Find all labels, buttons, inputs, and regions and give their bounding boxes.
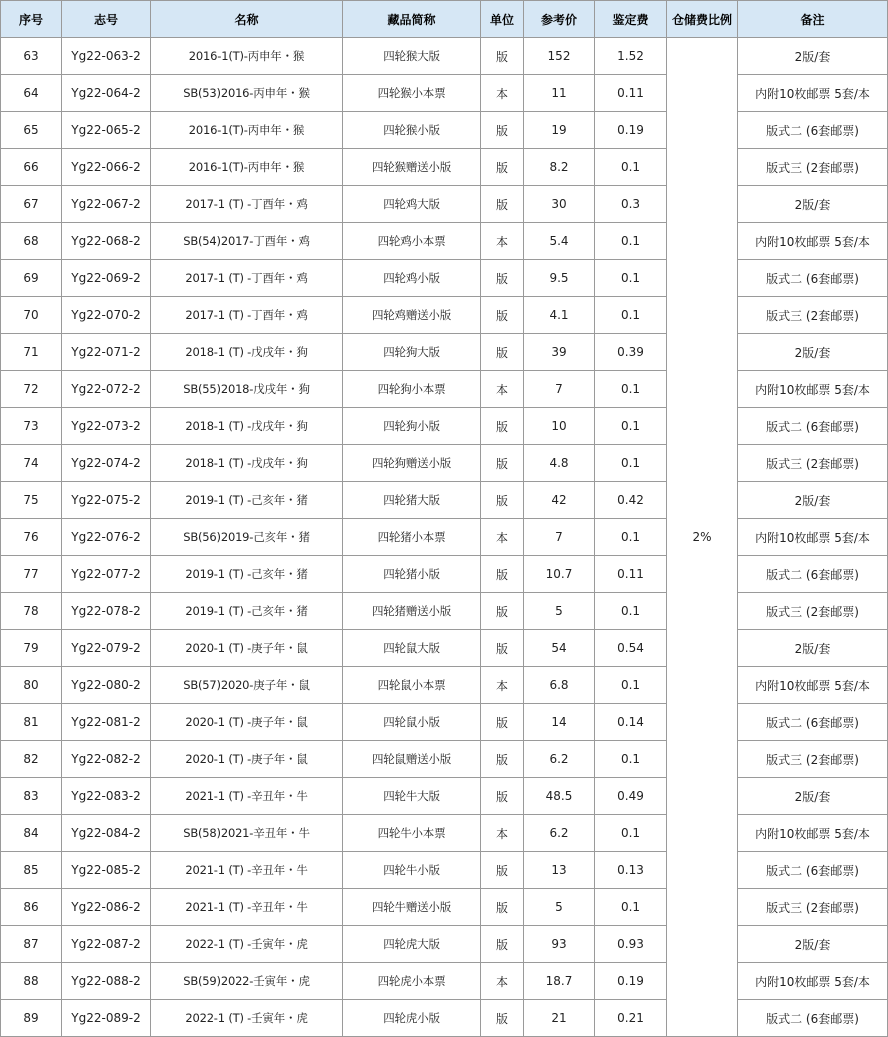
item-short-name: 四轮猪小版	[343, 556, 481, 593]
stamp-name: SB(57)2020-庚子年・鼠	[151, 667, 343, 704]
appraisal-fee: 0.1	[595, 889, 667, 926]
header-appraisal-fee: 鉴定费	[595, 1, 667, 38]
appraisal-fee: 0.1	[595, 667, 667, 704]
reference-price: 11	[524, 75, 595, 112]
row-number: 72	[1, 371, 62, 408]
table-row	[1, 149, 888, 186]
stamp-code: Yg22-071-2	[62, 334, 151, 371]
remarks-cell: 2版/套	[738, 186, 888, 223]
remarks-cell: 2版/套	[738, 334, 888, 371]
appraisal-fee: 0.49	[595, 778, 667, 815]
unit-cell: 版	[481, 260, 524, 297]
stamp-code: Yg22-063-2	[62, 38, 151, 75]
reference-price: 21	[524, 1000, 595, 1037]
stamp-name: 2019-1 (T) -己亥年・猪	[151, 482, 343, 519]
appraisal-fee: 0.3	[595, 186, 667, 223]
appraisal-fee: 0.1	[595, 519, 667, 556]
stamp-code: Yg22-075-2	[62, 482, 151, 519]
reference-price: 30	[524, 186, 595, 223]
stamp-code: Yg22-079-2	[62, 630, 151, 667]
item-short-name: 四轮狗小本票	[343, 371, 481, 408]
unit-cell: 版	[481, 926, 524, 963]
stamp-name: 2019-1 (T) -己亥年・猪	[151, 593, 343, 630]
stamp-name: 2021-1 (T) -辛丑年・牛	[151, 889, 343, 926]
stamp-name: 2020-1 (T) -庚子年・鼠	[151, 704, 343, 741]
unit-cell: 版	[481, 778, 524, 815]
table-row	[1, 556, 888, 593]
table-row	[1, 852, 888, 889]
remarks-cell: 版式三 (2套邮票)	[738, 297, 888, 334]
table-row	[1, 778, 888, 815]
remarks-cell: 版式二 (6套邮票)	[738, 112, 888, 149]
reference-price: 54	[524, 630, 595, 667]
item-short-name: 四轮牛小本票	[343, 815, 481, 852]
header-unit: 单位	[481, 1, 524, 38]
stamp-code: Yg22-064-2	[62, 75, 151, 112]
remarks-cell: 内附10枚邮票 5套/本	[738, 75, 888, 112]
table-row	[1, 297, 888, 334]
stamp-code: Yg22-068-2	[62, 223, 151, 260]
remarks-cell: 2版/套	[738, 38, 888, 75]
unit-cell: 版	[481, 1000, 524, 1037]
remarks-cell: 内附10枚邮票 5套/本	[738, 667, 888, 704]
item-short-name: 四轮狗赠送小版	[343, 445, 481, 482]
item-short-name: 四轮猪小本票	[343, 519, 481, 556]
unit-cell: 本	[481, 75, 524, 112]
table-row	[1, 223, 888, 260]
table-row	[1, 186, 888, 223]
header-remarks: 备注	[738, 1, 888, 38]
header-no: 序号	[1, 1, 62, 38]
remarks-cell: 版式二 (6套邮票)	[738, 852, 888, 889]
remarks-cell: 内附10枚邮票 5套/本	[738, 519, 888, 556]
item-short-name: 四轮牛大版	[343, 778, 481, 815]
appraisal-fee: 0.42	[595, 482, 667, 519]
stamp-code: Yg22-076-2	[62, 519, 151, 556]
item-short-name: 四轮猴大版	[343, 38, 481, 75]
table-row	[1, 371, 888, 408]
stamp-code: Yg22-069-2	[62, 260, 151, 297]
item-short-name: 四轮猴小版	[343, 112, 481, 149]
item-short-name: 四轮牛赠送小版	[343, 889, 481, 926]
table-row	[1, 926, 888, 963]
row-number: 89	[1, 1000, 62, 1037]
header-reference-price: 参考价	[524, 1, 595, 38]
table-row	[1, 667, 888, 704]
remarks-cell: 版式二 (6套邮票)	[738, 556, 888, 593]
table-row	[1, 445, 888, 482]
table-row	[1, 704, 888, 741]
storage-ratio-cell: 2%	[667, 38, 738, 1037]
item-short-name: 四轮鸡大版	[343, 186, 481, 223]
table-row	[1, 630, 888, 667]
stamp-code: Yg22-083-2	[62, 778, 151, 815]
row-number: 71	[1, 334, 62, 371]
row-number: 73	[1, 408, 62, 445]
row-number: 85	[1, 852, 62, 889]
row-number: 66	[1, 149, 62, 186]
unit-cell: 本	[481, 815, 524, 852]
appraisal-fee: 0.1	[595, 445, 667, 482]
row-number: 63	[1, 38, 62, 75]
stamp-code: Yg22-078-2	[62, 593, 151, 630]
unit-cell: 版	[481, 630, 524, 667]
reference-price: 14	[524, 704, 595, 741]
unit-cell: 版	[481, 852, 524, 889]
appraisal-fee: 0.93	[595, 926, 667, 963]
remarks-cell: 版式二 (6套邮票)	[738, 260, 888, 297]
row-number: 74	[1, 445, 62, 482]
row-number: 79	[1, 630, 62, 667]
stamp-code: Yg22-085-2	[62, 852, 151, 889]
appraisal-fee: 0.14	[595, 704, 667, 741]
stamp-code: Yg22-088-2	[62, 963, 151, 1000]
unit-cell: 版	[481, 408, 524, 445]
reference-price: 6.2	[524, 815, 595, 852]
table-row	[1, 519, 888, 556]
stamp-code: Yg22-070-2	[62, 297, 151, 334]
header-short-name: 藏品简称	[343, 1, 481, 38]
header-name: 名称	[151, 1, 343, 38]
stamp-code: Yg22-066-2	[62, 149, 151, 186]
row-number: 80	[1, 667, 62, 704]
row-number: 64	[1, 75, 62, 112]
appraisal-fee: 0.19	[595, 112, 667, 149]
stamp-name: 2018-1 (T) -戊戌年・狗	[151, 334, 343, 371]
reference-price: 19	[524, 112, 595, 149]
table-row	[1, 482, 888, 519]
stamp-name: SB(55)2018-戊戌年・狗	[151, 371, 343, 408]
row-number: 86	[1, 889, 62, 926]
table-row	[1, 334, 888, 371]
table-row	[1, 408, 888, 445]
stamp-name: 2016-1(T)-丙申年・猴	[151, 149, 343, 186]
stamp-code: Yg22-087-2	[62, 926, 151, 963]
item-short-name: 四轮牛小版	[343, 852, 481, 889]
remarks-cell: 版式三 (2套邮票)	[738, 741, 888, 778]
stamp-name: 2017-1 (T) -丁酉年・鸡	[151, 260, 343, 297]
unit-cell: 版	[481, 38, 524, 75]
unit-cell: 版	[481, 297, 524, 334]
stamp-code: Yg22-077-2	[62, 556, 151, 593]
item-short-name: 四轮鼠大版	[343, 630, 481, 667]
table-row	[1, 1000, 888, 1037]
unit-cell: 版	[481, 482, 524, 519]
stamp-name: 2017-1 (T) -丁酉年・鸡	[151, 297, 343, 334]
item-short-name: 四轮虎小本票	[343, 963, 481, 1000]
stamp-code: Yg22-089-2	[62, 1000, 151, 1037]
unit-cell: 本	[481, 223, 524, 260]
appraisal-fee: 0.11	[595, 75, 667, 112]
remarks-cell: 版式三 (2套邮票)	[738, 889, 888, 926]
unit-cell: 版	[481, 445, 524, 482]
remarks-cell: 版式二 (6套邮票)	[738, 408, 888, 445]
row-number: 82	[1, 741, 62, 778]
reference-price: 42	[524, 482, 595, 519]
stamp-name: 2018-1 (T) -戊戌年・狗	[151, 445, 343, 482]
remarks-cell: 内附10枚邮票 5套/本	[738, 815, 888, 852]
reference-price: 8.2	[524, 149, 595, 186]
stamp-name: 2018-1 (T) -戊戌年・狗	[151, 408, 343, 445]
remarks-cell: 2版/套	[738, 482, 888, 519]
stamp-name: 2022-1 (T) -壬寅年・虎	[151, 1000, 343, 1037]
stamp-name: SB(53)2016-丙申年・猴	[151, 75, 343, 112]
stamp-code: Yg22-080-2	[62, 667, 151, 704]
appraisal-fee: 0.11	[595, 556, 667, 593]
reference-price: 6.8	[524, 667, 595, 704]
stamp-name: 2019-1 (T) -己亥年・猪	[151, 556, 343, 593]
remarks-cell: 版式二 (6套邮票)	[738, 1000, 888, 1037]
reference-price: 9.5	[524, 260, 595, 297]
unit-cell: 版	[481, 889, 524, 926]
table-row	[1, 889, 888, 926]
row-number: 67	[1, 186, 62, 223]
remarks-cell: 2版/套	[738, 630, 888, 667]
header-storage-ratio: 仓储费比例	[667, 1, 738, 38]
table-row	[1, 741, 888, 778]
stamp-name: 2016-1(T)-丙申年・猴	[151, 38, 343, 75]
appraisal-fee: 0.21	[595, 1000, 667, 1037]
item-short-name: 四轮狗小版	[343, 408, 481, 445]
stamp-name: 2020-1 (T) -庚子年・鼠	[151, 630, 343, 667]
item-short-name: 四轮鼠赠送小版	[343, 741, 481, 778]
reference-price: 5	[524, 593, 595, 630]
row-number: 88	[1, 963, 62, 1000]
table-row	[1, 38, 888, 75]
stamp-name: SB(54)2017-丁酉年・鸡	[151, 223, 343, 260]
appraisal-fee: 1.52	[595, 38, 667, 75]
appraisal-fee: 0.13	[595, 852, 667, 889]
row-number: 77	[1, 556, 62, 593]
unit-cell: 版	[481, 741, 524, 778]
unit-cell: 本	[481, 667, 524, 704]
remarks-cell: 版式二 (6套邮票)	[738, 704, 888, 741]
item-short-name: 四轮猴赠送小版	[343, 149, 481, 186]
appraisal-fee: 0.1	[595, 408, 667, 445]
appraisal-fee: 0.1	[595, 593, 667, 630]
appraisal-fee: 0.39	[595, 334, 667, 371]
unit-cell: 版	[481, 112, 524, 149]
reference-price: 93	[524, 926, 595, 963]
stamp-name: SB(56)2019-己亥年・猪	[151, 519, 343, 556]
appraisal-fee: 0.1	[595, 149, 667, 186]
appraisal-fee: 0.1	[595, 371, 667, 408]
item-short-name: 四轮猪大版	[343, 482, 481, 519]
appraisal-fee: 0.1	[595, 741, 667, 778]
stamp-code: Yg22-082-2	[62, 741, 151, 778]
reference-price: 39	[524, 334, 595, 371]
remarks-cell: 内附10枚邮票 5套/本	[738, 223, 888, 260]
row-number: 75	[1, 482, 62, 519]
item-short-name: 四轮猴小本票	[343, 75, 481, 112]
appraisal-fee: 0.54	[595, 630, 667, 667]
remarks-cell: 2版/套	[738, 926, 888, 963]
table-row	[1, 815, 888, 852]
reference-price: 5	[524, 889, 595, 926]
row-number: 78	[1, 593, 62, 630]
reference-price: 10.7	[524, 556, 595, 593]
row-number: 84	[1, 815, 62, 852]
remarks-cell: 内附10枚邮票 5套/本	[738, 963, 888, 1000]
item-short-name: 四轮鸡小本票	[343, 223, 481, 260]
item-short-name: 四轮虎大版	[343, 926, 481, 963]
table-row	[1, 75, 888, 112]
reference-price: 4.1	[524, 297, 595, 334]
stamp-name: SB(59)2022-壬寅年・虎	[151, 963, 343, 1000]
appraisal-fee: 0.1	[595, 260, 667, 297]
reference-price: 48.5	[524, 778, 595, 815]
remarks-cell: 版式三 (2套邮票)	[738, 593, 888, 630]
row-number: 76	[1, 519, 62, 556]
item-short-name: 四轮猪赠送小版	[343, 593, 481, 630]
stamp-name: 2021-1 (T) -辛丑年・牛	[151, 778, 343, 815]
stamp-code: Yg22-086-2	[62, 889, 151, 926]
unit-cell: 版	[481, 334, 524, 371]
remarks-cell: 版式三 (2套邮票)	[738, 445, 888, 482]
unit-cell: 版	[481, 149, 524, 186]
reference-price: 5.4	[524, 223, 595, 260]
row-number: 69	[1, 260, 62, 297]
row-number: 65	[1, 112, 62, 149]
unit-cell: 本	[481, 519, 524, 556]
unit-cell: 版	[481, 593, 524, 630]
unit-cell: 版	[481, 704, 524, 741]
unit-cell: 本	[481, 371, 524, 408]
stamp-code: Yg22-081-2	[62, 704, 151, 741]
appraisal-fee: 0.1	[595, 815, 667, 852]
remarks-cell: 2版/套	[738, 778, 888, 815]
row-number: 81	[1, 704, 62, 741]
reference-price: 4.8	[524, 445, 595, 482]
stamp-name: 2020-1 (T) -庚子年・鼠	[151, 741, 343, 778]
reference-price: 7	[524, 371, 595, 408]
unit-cell: 本	[481, 963, 524, 1000]
table-body	[1, 38, 888, 1037]
stamp-name: 2022-1 (T) -壬寅年・虎	[151, 926, 343, 963]
stamp-name: SB(58)2021-辛丑年・牛	[151, 815, 343, 852]
table-row	[1, 112, 888, 149]
row-number: 68	[1, 223, 62, 260]
appraisal-fee: 0.1	[595, 297, 667, 334]
stamp-code: Yg22-072-2	[62, 371, 151, 408]
stamp-name: 2017-1 (T) -丁酉年・鸡	[151, 186, 343, 223]
stamp-name: 2016-1(T)-丙申年・猴	[151, 112, 343, 149]
item-short-name: 四轮鼠小版	[343, 704, 481, 741]
stamp-code: Yg22-084-2	[62, 815, 151, 852]
remarks-cell: 内附10枚邮票 5套/本	[738, 371, 888, 408]
unit-cell: 版	[481, 186, 524, 223]
item-short-name: 四轮鸡小版	[343, 260, 481, 297]
unit-cell: 版	[481, 556, 524, 593]
reference-price: 152	[524, 38, 595, 75]
reference-price: 6.2	[524, 741, 595, 778]
row-number: 70	[1, 297, 62, 334]
item-short-name: 四轮虎小版	[343, 1000, 481, 1037]
item-short-name: 四轮狗大版	[343, 334, 481, 371]
row-number: 83	[1, 778, 62, 815]
reference-price: 10	[524, 408, 595, 445]
reference-price: 7	[524, 519, 595, 556]
reference-price: 18.7	[524, 963, 595, 1000]
reference-price: 13	[524, 852, 595, 889]
stamp-code: Yg22-065-2	[62, 112, 151, 149]
stamp-name: 2021-1 (T) -辛丑年・牛	[151, 852, 343, 889]
item-short-name: 四轮鼠小本票	[343, 667, 481, 704]
stamp-code: Yg22-074-2	[62, 445, 151, 482]
row-number: 87	[1, 926, 62, 963]
remarks-cell: 版式三 (2套邮票)	[738, 149, 888, 186]
stamp-code: Yg22-067-2	[62, 186, 151, 223]
item-short-name: 四轮鸡赠送小版	[343, 297, 481, 334]
header-row	[1, 1, 888, 38]
header-code: 志号	[62, 1, 151, 38]
table-row	[1, 963, 888, 1000]
appraisal-fee: 0.1	[595, 223, 667, 260]
appraisal-fee: 0.19	[595, 963, 667, 1000]
table-row	[1, 260, 888, 297]
table-row	[1, 593, 888, 630]
stamp-code: Yg22-073-2	[62, 408, 151, 445]
